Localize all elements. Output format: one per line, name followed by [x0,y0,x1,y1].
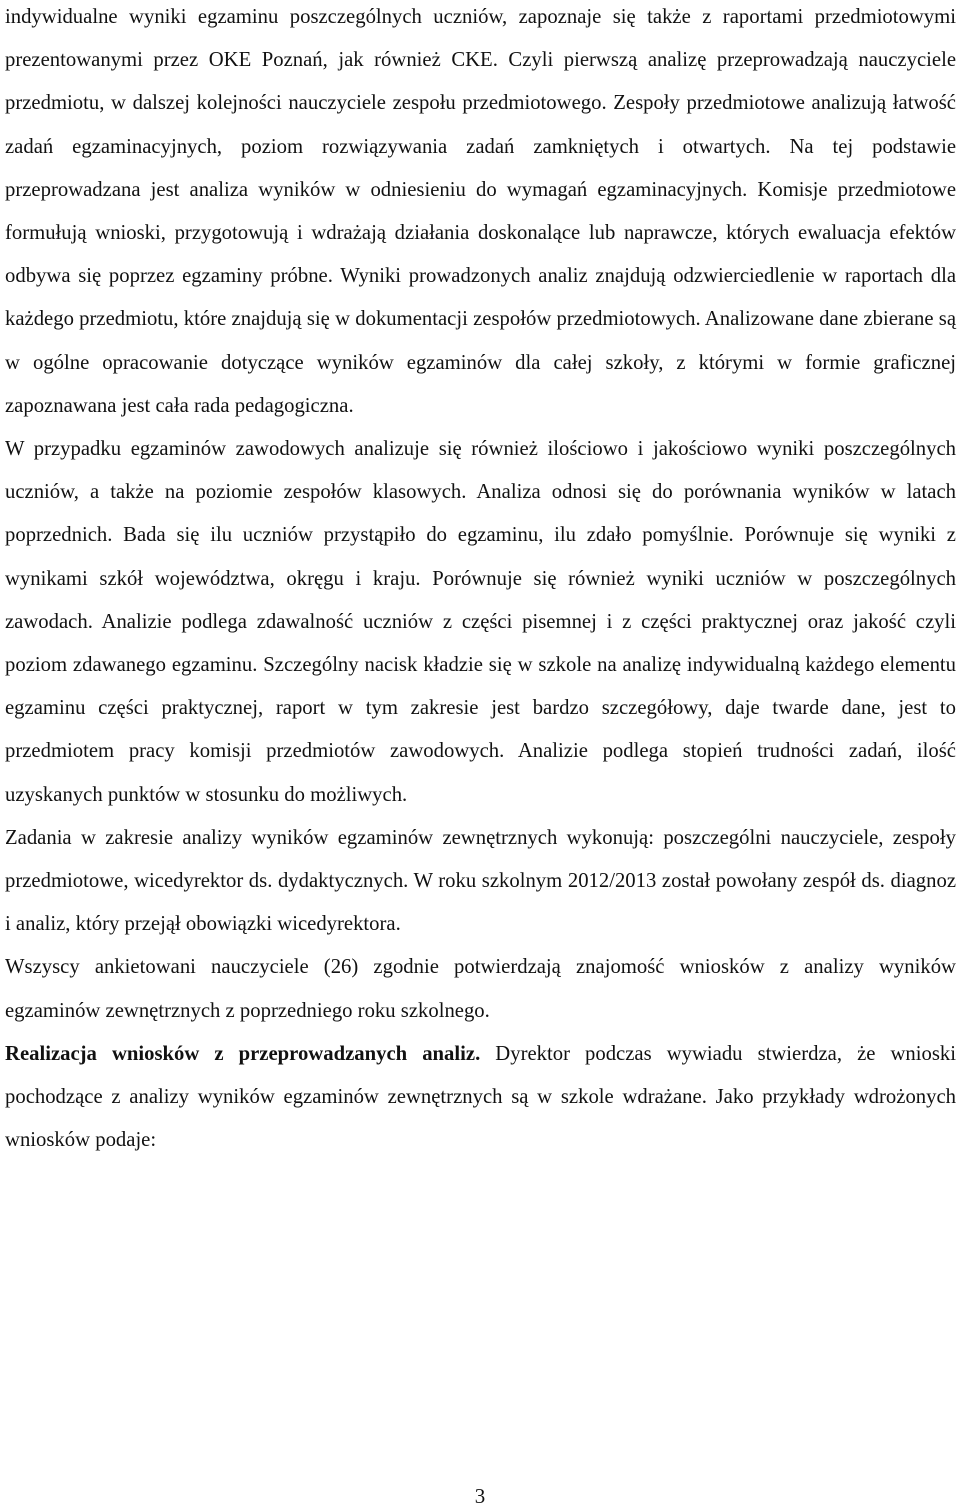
text-line: przedmiotowymi prezentowanymi przez OKE Poznań, jak również CKE. Czyli pierwszą [5,6,956,72]
text-line: wyników egzaminów dla całej szkoły, z którymi w formie graficznej zapoznawana jest cała [5,351,956,417]
text-line: poszczególnych uczniów, a także na poziomie zespołów klasowych. Analiza odnosi się do [5,438,957,504]
implementation-line: Dyrektor podczas wywiadu stwierdza, [480,1042,843,1065]
implementation-heading: Realizacja wniosków z przeprowadzanych analiz. [5,1042,481,1065]
paragraph-vocational-exams [5,428,956,817]
text-line: wicedyrektora. [277,913,401,936]
text-line: Wszyscy ankietowani nauczyciele (26) zgodnie potwierdzają znajomość wniosków z analizy [5,956,864,979]
text-line: porównania wyników w latach poprzednich. Bada się ilu uczniów przystąpiło do egzaminu, [5,481,957,547]
paragraph-teacher-survey [5,946,956,1032]
text-line: rada pedagogiczna. [193,394,354,417]
text-line: indywidualne wyniki egzaminu poszczególnych uczniów, zapoznaje się także z raportami [5,6,804,28]
text-line: wyników egzaminów zewnętrznych z poprzedniego roku szkolnego. [5,956,956,1022]
text-line: odzwierciedlenie w raportach dla każdego przedmiotu, które znajdują się w dokumentacji [5,265,957,331]
text-line: efektów odbywa się poprzez egzaminy próbne. Wyniki prowadzonych analiz znajdują [5,222,957,288]
implementation-line: Jako przykłady wdrożonych wniosków podaje: [5,1086,957,1152]
text-line: wyników w odniesieniu do wymagań egzaminacyjnych. Komisje przedmiotowe formułują [5,178,956,245]
paragraph-implementation [5,1033,956,1163]
document-body [5,0,956,1162]
text-line: rozwiązywania zadań zamkniętych i otwartych. Na tej podstawie przeprowadzana jest analiza [5,135,957,201]
text-line: 2012/2013 został powołany zespół ds. diagnoz i analiz, który przejął obowiązki [5,870,956,936]
paragraph-analysis-tasks [5,817,956,947]
paragraph-exam-analysis [5,0,956,428]
text-line: zawodowych. Analizie podlega stopień trudności zadań, ilość uzyskanych punktów [5,740,956,806]
text-line: Zadania w zakresie analizy wyników egzaminów zewnętrznych wykonują: poszczególni [5,826,772,849]
text-line: nauczyciele, zespoły przedmiotowe, wicedyrektor ds. dydaktycznych. W roku szkolnym [5,826,956,893]
text-line: zdawanego egzaminu. Szczególny nacisk kładzie się w szkole na analizę indywidualną [72,654,800,677]
implementation-line: że wnioski pochodzące z analizy wyników egzaminów zewnętrznych są w szkole wdrażane. [5,1042,956,1109]
text-line: każdego elementu egzaminu części praktycznej, raport w tym zakresie jest bardzo [5,654,957,720]
text-line: przedmiotowego. Zespoły przedmiotowe analizują łatwość zadań egzaminacyjnych, poziom [5,92,956,158]
text-line: zespołów przedmiotowych. Analizowane dane zbierane są w ogólne opracowanie dotyczące [5,308,956,374]
text-line: Porównuje się również wyniki uczniów w poszczególnych zawodach. Analizie podlega [5,567,956,633]
text-line: zdawalność uczniów z części pisemnej i z części praktycznej oraz jakość czyli poziom [5,610,957,677]
text-line: wnioski, przygotowują i wdrażają działania doskonalące lub naprawcze, których ewaluacja [95,222,881,245]
text-line: szczegółowy, daje twarde dane, jest to przedmiotem pracy komisji przedmiotów [5,697,957,763]
page-number: 3 [474,1484,486,1508]
text-line: analizę przeprowadzają nauczyciele przedmiotu, w dalszej kolejności nauczyciele zespołu [5,49,956,115]
text-line: W przypadku egzaminów zawodowych analizuje się również ilościowo i jakościowo wyniki [5,438,815,461]
text-line: w stosunku do możliwych. [185,783,408,806]
text-line: ilu zdało pomyślnie. Porównuje się wyniki z wynikami szkół województwa, okręgu i kraju. [5,524,956,590]
